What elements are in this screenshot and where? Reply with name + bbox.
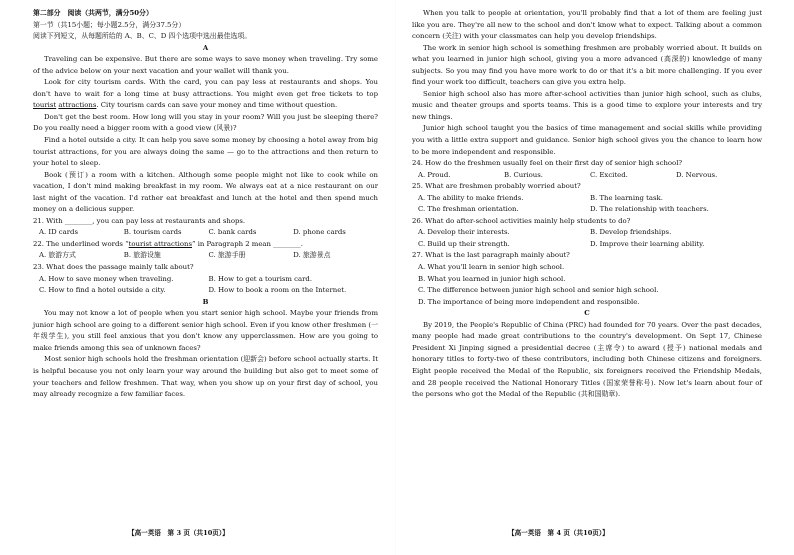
option: B. What you learned in junior high school. — [418, 274, 566, 283]
option: A. Develop their interests. — [418, 228, 510, 237]
question-options — [33, 250, 378, 262]
option: B. Curious. — [504, 170, 543, 179]
passage-a-paragraph — [33, 77, 378, 112]
right-page — [412, 8, 762, 401]
option: D. 旅游景点 — [293, 251, 331, 260]
left-page — [33, 8, 378, 401]
option: C. The difference between junior high school and senior high school. — [418, 286, 659, 295]
passage-a-letter: A — [202, 43, 209, 52]
option: D. The importance of being more independent and responsible. — [418, 297, 640, 306]
subsection-title: 第一节（共15小题；每小题2.5分，满分37.5分） — [33, 20, 186, 29]
passage-b-paragraph: Senior high school also has more after-school activities than junior high school, such as clubs, music and theater groups and sports teams. This is a good time to explore your interests and try new things. — [412, 89, 762, 121]
question-options — [33, 227, 378, 239]
question-stem: 24. How do the freshmen usually feel on their first day of senior high school? — [412, 159, 683, 168]
option: B. Develop friendships. — [590, 228, 672, 237]
option: C. Build up their strength. — [418, 239, 510, 248]
option: D. Nervous. — [676, 170, 718, 179]
passage-b-paragraph: Most senior high schools hold the freshman orientation (迎新会) before school actually starts. It is helpful because you not only learn your way around the building but also get to meet some of your teachers and fellow freshmen. That way, when you show up on your first day of school, you may already recognize a few familiar faces. — [33, 355, 378, 399]
question-options — [412, 227, 762, 250]
passage-b-letter: B — [202, 297, 209, 306]
question-options — [33, 274, 378, 297]
paragraph-text: . City tourism cards can save your money and time without question. — [96, 101, 338, 110]
option: C. How to find a hotel outside a city. — [39, 286, 166, 295]
option: B. The learning task. — [590, 193, 663, 202]
option: C. bank cards — [208, 228, 257, 237]
option: C. The freshman orientation. — [418, 205, 519, 214]
passage-a-paragraph: Traveling can be expensive. But there are some ways to save money when traveling. Try some of the advice below on your next vacation and your wallet will thank you. — [33, 55, 378, 75]
question-stem: 23. What does the passage mainly talk about? — [33, 263, 194, 272]
underlined-term: tourist attractions — [128, 239, 192, 248]
option: C. Excited. — [590, 170, 628, 179]
section-title: 第二部分 阅读（共两节，满分50分） — [33, 9, 153, 17]
question-options — [412, 170, 762, 182]
question-options — [412, 262, 762, 308]
option: A. 旅游方式 — [39, 251, 76, 260]
underlined-word: attractions — [58, 101, 97, 110]
question-stem: 27. What is the last paragraph mainly about? — [412, 251, 570, 260]
option: A. Proud. — [418, 170, 451, 179]
underlined-word: tourist — [33, 101, 57, 110]
page-divider — [395, 0, 396, 555]
option: A. What you'll learn in senior high school. — [418, 263, 565, 272]
passage-b-paragraph: Junior high school taught you the basics of time management and social skills while providing you with a little extra support and guidance. Senior high school gives you the chance to learn how to be more independent and responsible. — [412, 124, 762, 156]
passage-a-paragraph: Don't get the best room. How long will you stay in your room? Will you just be sleeping there? Do you really need a bigger room with a good view (风景)? — [33, 112, 378, 133]
left-page-footer: 【高一英语 第 3 页（共10页）】 — [128, 529, 229, 537]
option: A. The ability to make friends. — [418, 193, 524, 202]
option: C. 旅游手册 — [208, 251, 246, 260]
passage-b-paragraph: You may not know a lot of people when you start senior high school. Maybe your friends from junior high school are going to a different senior high school. Even if you know other freshmen (一年级学生), you still feel anxious that you don't know any upperclassmen. How are you going to make friends among this sea of unknown faces? — [33, 309, 378, 352]
option: A. How to save money when traveling. — [39, 274, 174, 283]
paragraph-text: Look for city tourism cards. With the card, you can pay less at restaurants and shops. You don't have to wait for a long time at busy attractions. You might even get free tickets to top — [33, 78, 378, 98]
passage-a-paragraph: Book (预订) a room with a kitchen. Although some people might not like to cook while on vacation, I don't mind making breakfast in my room. We always eat at a nice restaurant on our last night of the vacation. I'd rather eat breakfast and lunch at the hotel and then spend much money on a delicious supper. — [33, 170, 378, 214]
option: B. How to get a tourism card. — [208, 274, 313, 283]
option: D. How to book a room on the Internet. — [208, 286, 347, 295]
question-stem — [33, 239, 378, 251]
option: D. Improve their learning ability. — [590, 239, 705, 248]
passage-c-paragraph: By 2019, the People's Republic of China (PRC) had founded for 70 years. Over the past decades, many people had made great contributions to the country's development. On Sept 17, Chinese President Xi Jinping signed a presidential decree (主席令) to award (授予) national medals and honorary titles to forty-two of these contributors, including both Chinese citizens and foreigners. Eight people received the Medal of the Republic, six foreigners received the Friendship Medals, and 28 people received the National Honorary Titles (国家荣誉称号). Now let's learn about four of the persons who got the Medal of the Republic (共和国勋章). — [412, 320, 762, 399]
passage-b-paragraph: The work in senior high school is something freshmen are probably worried about. It builds on what you learned in junior high school, giving you a more advanced (高深的) knowledge of many subjects. So you may find you have more work to do or that it's a bit more challenging. If you ever find your work too difficult, teachers can give you extra help. — [412, 43, 762, 87]
stem-text: ” in Paragraph 2 mean ________. — [192, 239, 303, 248]
question-stem: 21. With ________, you can pay less at restaurants and shops. — [33, 216, 246, 225]
passage-b-paragraph: When you talk to people at orientation, you'll probably find that a lot of them are feeling just like you are. They're all new to the school and don't know what to expect. Talking about a common concern (关注) with your classmates can help you develop friendships. — [412, 9, 762, 41]
right-page-footer: 【高一英语 第 4 页（共10页）】 — [508, 529, 609, 537]
instruction: 阅读下列短文，从每题所给的 A、B、C、D 四个选项中选出最佳选项。 — [33, 32, 252, 41]
option: B. 旅游设施 — [123, 251, 161, 260]
question-stem: 26. What do after-school activities mainly help students to do? — [412, 216, 631, 225]
passage-c-letter: C — [584, 309, 590, 318]
stem-text: 22. The underlined words “ — [33, 239, 129, 248]
option: A. ID cards — [39, 228, 79, 237]
option: D. The relationship with teachers. — [590, 205, 709, 214]
question-options — [412, 193, 762, 216]
option: B. tourism cards — [123, 228, 182, 237]
question-stem: 25. What are freshmen probably worried about? — [412, 182, 581, 191]
option: D. phone cards — [293, 228, 346, 237]
passage-a-paragraph: Find a hotel outside a city. It can help you save some money by choosing a hotel away from big tourist attractions, for you are always doing the same — go to the attractions and then return to your hotel to sleep. — [33, 136, 378, 168]
